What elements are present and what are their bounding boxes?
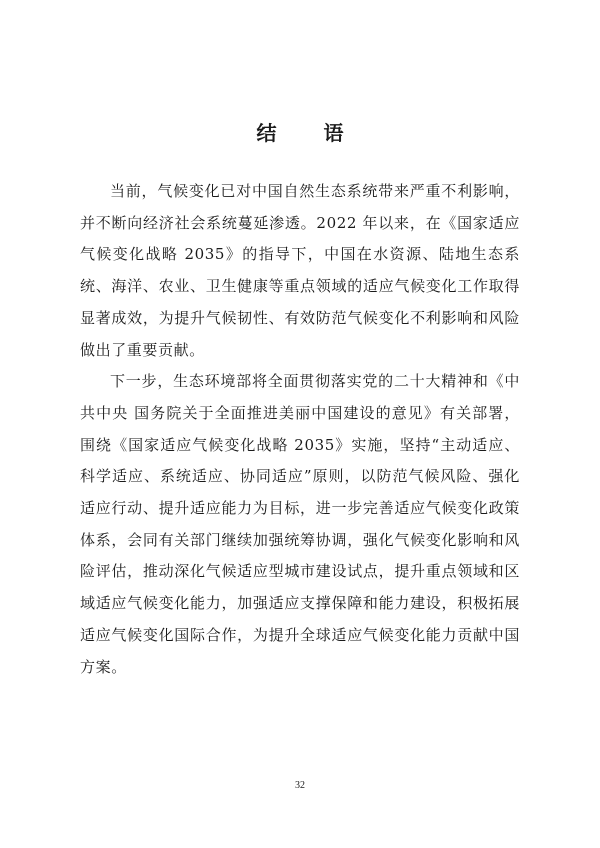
paragraph-current-situation: 当前，气候变化已对中国自然生态系统带来严重不利影响，并不断向经济社会系统蔓延渗透。2022 年以来，在《国家适应气候变化战略 2035》的指导下，中国在水资源、陆地生态系统、海洋、农业、卫生健康等重点领域的适应气候变化工作取得显著成效，为提升气候韧性、有效防范气候变化不利影响和风险做出了重要贡献。 xyxy=(80,182,520,359)
body-text xyxy=(80,176,520,683)
paragraph-next-steps: 下一步，生态环境部将全面贯彻落实党的二十大精神和《中共中央 国务院关于全面推进美丽中国建设的意见》有关部署，围绕《国家适应气候变化战略 2035》实施，坚持“主动适应、科学适应、系统适应、协同适应”原则，以防范气候风险、强化适应行动、提升适应能力为目标，进一步完善适应气候变化政策体系，会同有关部门继续加强统筹协调，强化气候变化影响和风险评估，推动深化气候适应型城市建设试点，提升重点领域和区域适应气候变化能力，加强适应支撑保障和能力建设，积极拓展适应气候变化国际合作，为提升全球适应气候变化能力贡献中国方案。 xyxy=(80,372,520,676)
page-number: 32 xyxy=(295,780,305,791)
page-title: 结 语 xyxy=(256,121,364,145)
